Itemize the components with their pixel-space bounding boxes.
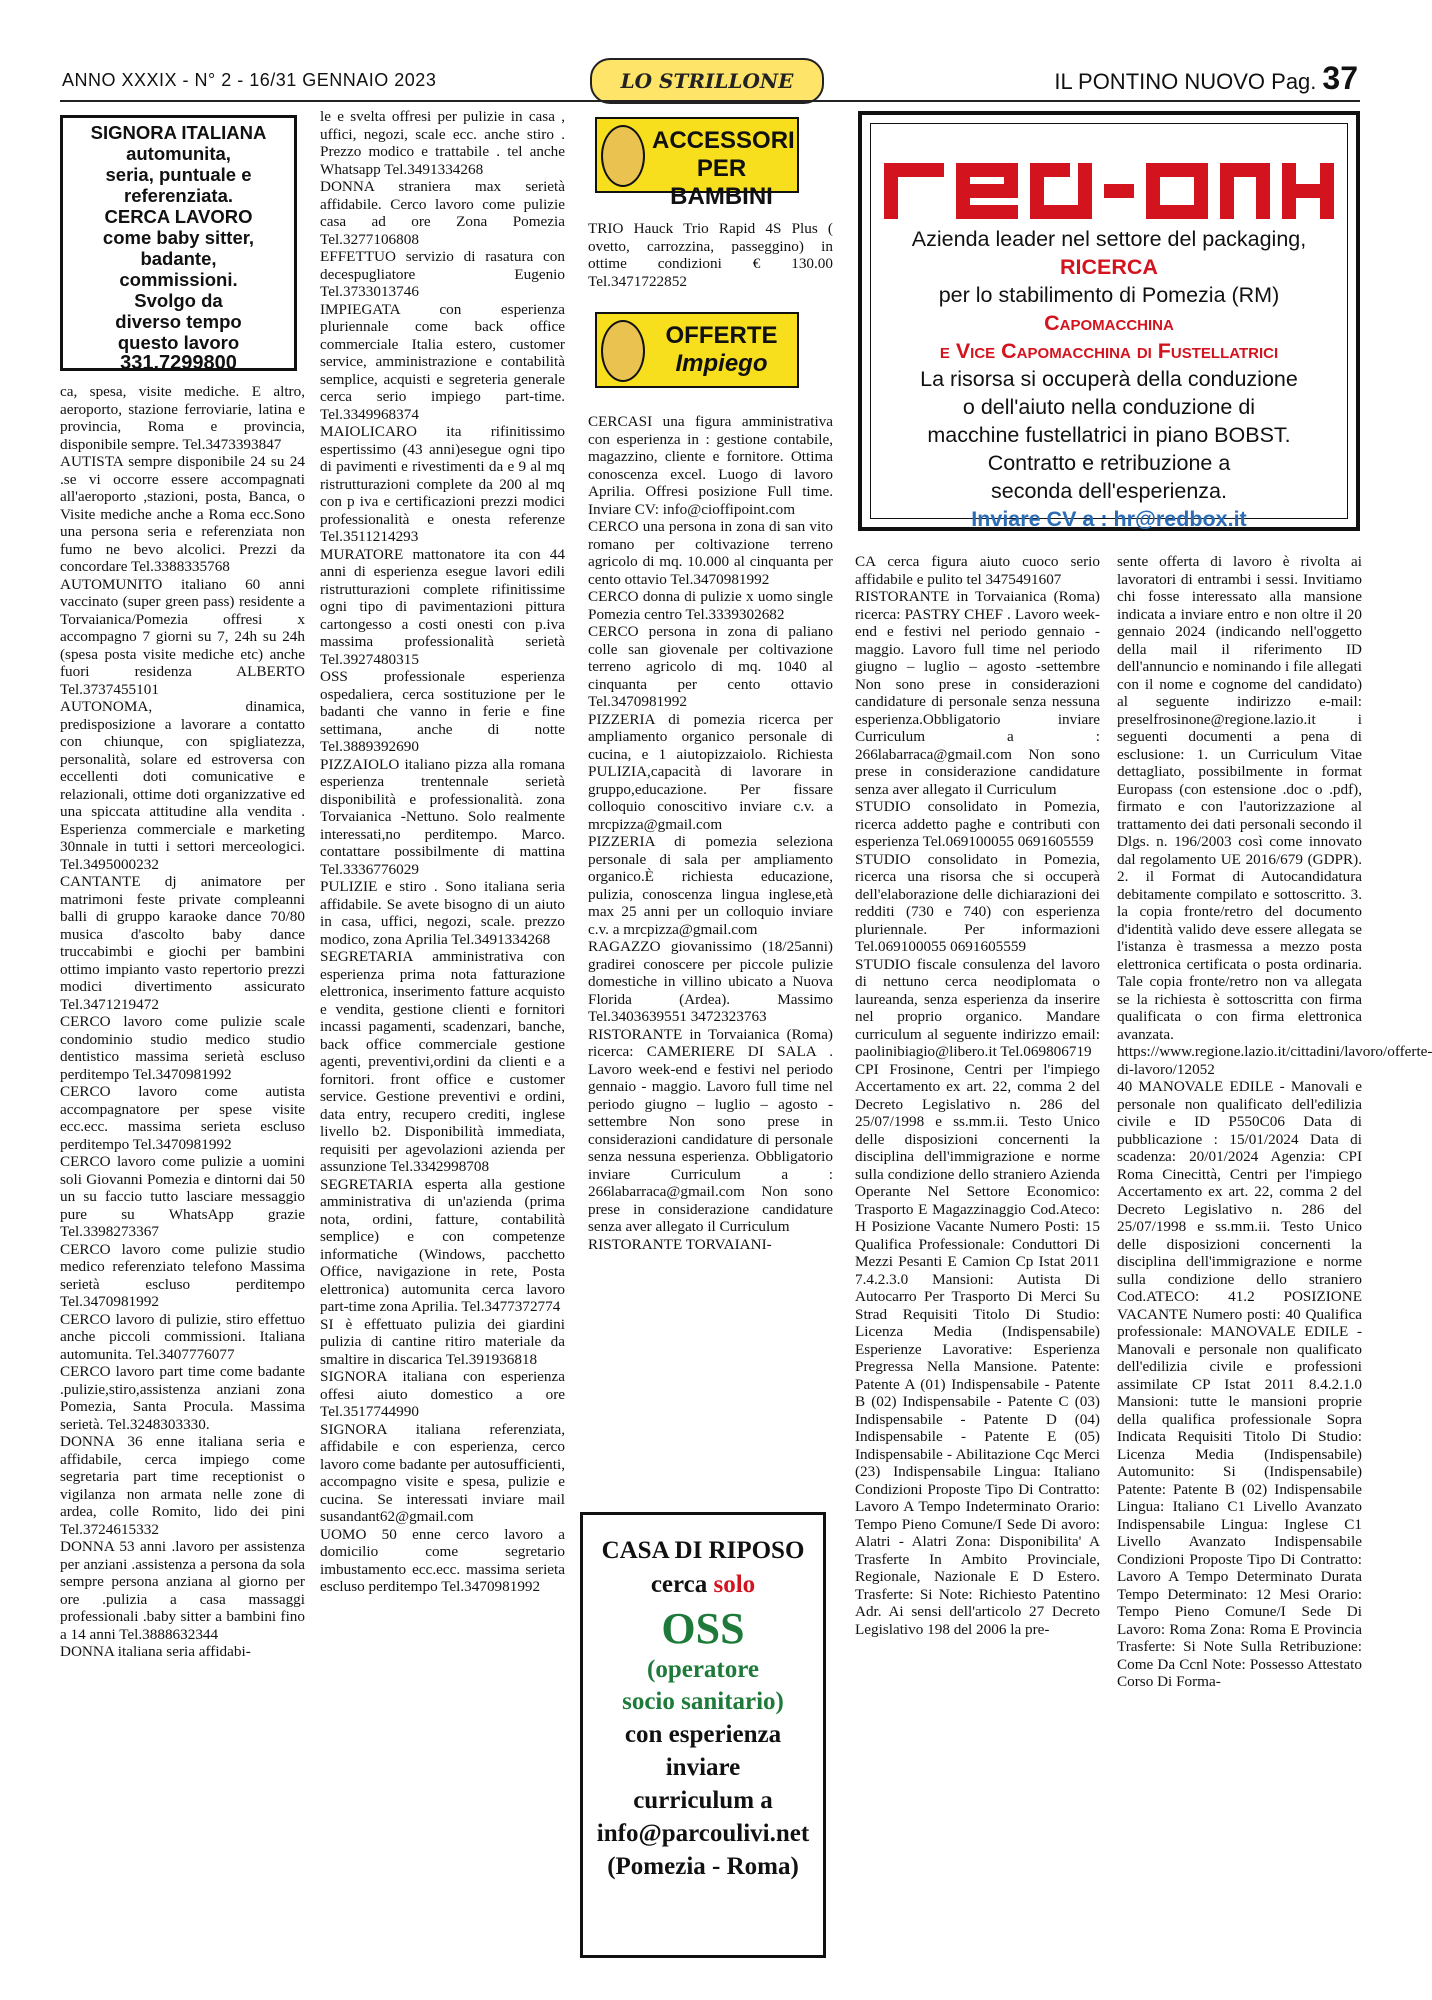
section-title <box>652 322 791 378</box>
mascot-icon <box>601 125 645 187</box>
classified-ad: CERCO donna di pulizie x uomo single Pomezia centro Tel.3339302682 <box>588 588 833 623</box>
section-title-line: PER BAMBINI <box>670 155 773 210</box>
accessori-bambini-header <box>595 117 799 210</box>
ad-line: o dell'aiuto nella conduzione di <box>962 395 1256 419</box>
classified-ad: MAIOLICARO ita rifinitissimo espertissimo (43 anni)esegue ogni tipo di pavimenti e rivestimenti da e 9 al mq ristrutturazioni complete da 200 al mq con p iva e certificazioni prezzi modici professionalità e onesta referenze Tel.3511214293 <box>320 423 565 545</box>
column-2 <box>320 108 565 1963</box>
signbox-line: questo lavoro <box>117 332 240 353</box>
ad-line: RICERCA <box>1060 255 1158 279</box>
classified-ad: IMPIEGATA con esperienza pluriennale come back office commerciale Italia estero, customer service, amministrazione e contabilità semplice, acquisti e segreteria generale cerca serio impiego part-time. Tel.3349968374 <box>320 300 565 423</box>
classified-ad: sente offerta di lavoro è rivolta ai lavoratori di entrambi i sessi. Invitiamo chi fosse interessato alla mansione indicata a inviare entro e non oltre il 20 gennaio 2024 (indicando nell'oggetto della mail il riferimento ID dell'annuncio e nominando i file allegati con il nome e cognome del candidato) al seguente indirizzo e-mail: preselfrosinone@regione.lazio.it i seguenti documenti a pena di esclusione: 1. un Curriculum Vitae dettagliato, possibilmente in format Europass (con estensione .doc o .pdf), firmato e con l'autorizzazione al trattamento dei dati personali secondo il Dlgs. n. 196/2003 così come innovato dal regolamento UE 2016/679 (GDPR). 2. il Format di Autocandidatura debitamente compilato e sottoscritto. 3. la copia fronte/retro del documento d'identità valido deve essere allegata se l'istanza è trasmessa a mezzo posta elettronica certificata o posta ordinaria. Tale copia fronte/retro non va allegata se la richiesta è sottoscritta con firma qualificata o con firma elettronica avanzata. https://www.regione.lazio.it/cittadini/lavoro/offerte-di-lavoro/12052 <box>1117 553 1432 1078</box>
lo-strillone-logo: LO STRILLONE <box>590 58 824 104</box>
classified-ad: AUTOMUNITO italiano 60 anni vaccinato (super green pass) residente a Torvaianica/Pomezia offresi x accompagno 7 giorni su 7, 24h su 24h (spesa posta visite mediche etc) anche fuori residenza ALBERTO Tel.3737455101 <box>60 575 305 698</box>
classified-ad: AUTISTA sempre disponibile 24 su 24 .se vi occorre essere accompagnati all'aeroporto ,stazioni, posta, Banca, o Visite mediche anche a Roma ecc.Sono una persona seria e referenziata non fumo ne bevo alcolici. Prezzi da concordare Tel.3388335768 <box>60 453 305 575</box>
redbox-ad <box>858 111 1360 531</box>
ad-line: (operatore <box>647 1656 759 1683</box>
classified-ad: PIZZAIOLO italiano pizza alla romana esperienza trentennale serietà disponibilità e professionalità. zona Torvaianica -Nettuno. Solo realmente interessati,no perditempo. Marco. contattare possibilmente di mattina Tel.3336776029 <box>320 755 565 878</box>
classified-ad: SIGNORA italiana con esperienza offesi aiuto domestico a ore Tel.3517744990 <box>320 1368 565 1420</box>
ad-word: cerca <box>650 1571 708 1598</box>
classified-ad: STUDIO consolidato in Pomezia, ricerca addetto paghe e contributi con esperienza Tel.069100055 0691605559 <box>855 798 1100 850</box>
ad-line <box>583 1571 823 1599</box>
classified-ad: STUDIO fiscale consulenza del lavoro di nettuno cerca neodiplomata o laureanda, senza esperienza da inserire nel proprio organico. Mandare curriculum al seguente indirizzo email: paolinibiagio@libero.it Tel.069806719 <box>855 955 1100 1060</box>
classified-ad: le e svelta offresi per pulizie in casa , uffici, negozi, scale ecc. anche stiro . Prezzo modico e trattabile . tel anche Whatsapp Tel.3491334268 <box>320 108 565 178</box>
section-title-line: OFFERTE <box>665 322 778 349</box>
signbox-line: seria, puntuale e <box>105 164 252 185</box>
classified-ad: DONNA straniera max serietà affidabile. Cerco lavoro come pulizie casa ad ore Zona Pomezia Tel.3277106808 <box>320 178 565 248</box>
classified-ad: RISTORANTE TORVAIANI- <box>588 1235 772 1253</box>
classified-ad: MURATORE mattonatore ita con 44 anni di esperienza esegue lavori edili ristrutturazioni complete rifinitissime ogni tipo di pavimentazioni pittura cartongesso a costi onesti con p.iva massima professionalità serietà Tel.3927480315 <box>320 545 565 668</box>
signbox-line: Svolgo da <box>134 290 223 311</box>
classified-ad: CERCO lavoro come pulizie scale condominio studio medico studio dentistico massima serietà escluso perditempo Tel.3470981992 <box>60 1013 305 1083</box>
classified-ad: 40 MANOVALE EDILE - Manovali e personale non qualificato dell'edilizia civile e ID P550C06 Data di pubblicazione : 15/01/2024 Data di scadenza: 20/01/2024 Agenzia: CPI Roma Cinecittà, Centri per l'impiego Accertamento ex art. 22, comma 2 del Decreto Legislativo n. 286 del 25/07/1998 e ss.mm.ii. Testo Unico delle disposizioni concernenti la disciplina dell'immigrazione e norme sulla condizione dello straniero Cod.ATECO: 41.2 POSIZIONE VACANTE Numero posti: 40 Qualifica professionale: MANOVALE EDILE - Manovali e personale non qualificato dell'edilizia civile e professioni assimilate CP Istat 2011 8.4.2.1.0 Mansioni: tutte le mansioni proprie della qualifica professionale Sopra Indicata Requisiti Titolo Di Studio: Licenza Media (Indispensabile) Automunito: Si (Indispensabile) Patente: Patente B (02) Indispensabile Lingua: Italiano C1 Livello Avanzato Indispensabile Lingua: Inglese C1 Livello Avanzato Indispensabile Condizioni Proposte Tipo Di Contratto: Lavoro A Tempo Determinato Durata Tempo Determinato: 12 Mesi Orario: Tempo Pieno Comune/I Sede Di Lavoro: Roma Zona: Roma E Provincia Trasferte: Si Note Sulla Retribuzione: Come Da Ccnl Note: Possesso Attestato Corso Di Forma- <box>1117 1078 1362 1690</box>
classified-ad: PIZZERIA di pomezia seleziona personale di sala per ampliamento organico.È richiesta educazione, pulizia, conoscenza lingua inglese,età max 25 anni per un colloquio inviare c.v. a mrcpizza@gmail.com <box>588 833 833 938</box>
column-1 <box>60 383 305 1963</box>
signbox-line: diverso tempo <box>115 311 242 332</box>
ad-line: con esperienza <box>624 1721 782 1748</box>
classified-ad: SEGRETARIA esperta alla gestione amministrativa di un'azienda (prima nota, ordini, fatture, contabilità semplice) e con competenze informatiche (Windows, pacchetto Office, navigazione in rete, Posta elettronica) automunita cerca lavoro part-time zona Aprilia. Tel.3477372774 <box>320 1175 565 1315</box>
signbox-line: automunita, <box>126 143 231 164</box>
classified-ad: CERCO lavoro part time come badante .pulizie,stiro,assistenza anziani zona Pomezia, Santa Procula. Massima serietà. Tel.3248303330. <box>60 1363 305 1433</box>
classified-ad: PULIZIE e stiro . Sono italiana seria affidabile. Se avete bisogno di un aiuto in casa, uffici, negozi, scale. prezzo modico, zona Aprilia Tel.3491334268 <box>320 878 565 948</box>
classified-ad: RAGAZZO giovanissimo (18/25anni) gradirei conoscere per piccole pulizie domestiche in villino ubicato a Nuova Florida (Ardea). Massimo Tel.3403639551 3472323763 <box>588 938 833 1025</box>
column-5 <box>1117 553 1432 1963</box>
ad-line: Contratto e retribuzione a <box>987 451 1231 475</box>
ad-line: (Pomezia - Roma) <box>607 1853 799 1880</box>
classified-ad: EFFETTUO servizio di rasatura con decespugliatore Eugenio Tel.3733013746 <box>320 248 565 300</box>
ad-line: curriculum a <box>633 1787 773 1814</box>
ad-line: seconda dell'esperienza. <box>991 479 1227 503</box>
classified-ad: CPI Frosinone, Centri per l'impiego Accertamento ex art. 22, comma 2 del Decreto Legislativo n. 286 del 25/07/1998 e ss.mm.ii. Testo Unico delle disposizioni concernenti la disciplina dell'immigrazione e norme sulla condizione dello straniero Azienda Operante Nel Settore Economico: Trasporto E Magazzinaggio Cod.Ateco: H Posizione Vacante Numero Posti: 15 Qualifica Professionale: Conduttori Di Mezzi Pesanti E Camion Cp Istat 2011 7.4.2.3.0 Mansioni: Autista Di Autocarro Per Trasporto Di Merci Su Strad Requisiti Titolo Di Studio: Licenza Media (Indispensabile) Esperienze Lavorative: Esperienza Pregressa Nella Mansione. Patente: Patente A (01) Indispensabile - Patente B (02) Indispensabile - Patente C (03) Indispensabile - Patente D (04) Indispensabile - Patente E (05) Indispensabile - Abilitazione Cqc Merci (23) Indispensabile Lingua: Italiano Condizioni Proposte Tipo Di Contratto: Lavoro A Tempo Indeterminato Orario: Tempo Pieno Comune/I Sede Di avoro: Alatri - Alatri Zona: Disponibilita' A Trasferte In Ambito Provinciale, Regionale, Nazionale E D Estero. Trasferte: Si Note: Richiesto Patentino Adr. Ai sensi dell'articolo 27 Decreto Legislativo 198 del 2006 la pre- <box>855 1060 1100 1638</box>
ad-contact-email: info@parcoulivi.net <box>596 1820 810 1847</box>
ad-line: CASA DI RIPOSO <box>601 1537 805 1564</box>
column-3 <box>588 413 833 1498</box>
redbox-logo <box>884 163 1334 219</box>
classified-ad: DONNA italiana seria affidabi- <box>60 1643 251 1660</box>
classified-ad: CERCO lavoro come pulizie a uomini soli Giovanni Pomezia e dintorni dai 50 un su faccio tutto lasciare messaggio pure su WhatsApp grazie Tel.3398273367 <box>60 1153 305 1240</box>
signbox-line: referenziata. <box>124 185 233 206</box>
classified-ad: CERCO persona in zona di paliano colle san giovenale per coltivazione terreno agricolo di mq. 1040 al cinquanta per cento ottavio Tel.3470981992 <box>588 623 833 710</box>
classified-ad: STUDIO consolidato in Pomezia, ricerca una risorsa che si occuperà dell'elaborazione delle dichiarazioni dei redditi (730 e 740) con esperienza pluriennale. Per informazioni Tel.069100055 0691605559 <box>855 850 1100 955</box>
classified-ad: SI è effettuato pulizia dei giardini pulizia di cantine ritiro materiale da smaltire in discarica Tel.391936818 <box>320 1315 565 1368</box>
column-4 <box>855 553 1100 1963</box>
ad-contact-email: Inviare CV a : hr@redbox.it <box>971 507 1247 531</box>
classified-ad: CANTANTE dj animatore per matrimoni feste private compleanni balli di gruppo karaoke dance 70/80 musica d'ascolto baby dance truccabimbi e giochi per bambini ottimo impianto vasto repertorio prezzi modici divertimento assicurato Tel.3471219472 <box>60 873 305 1013</box>
signbox-line: badante, <box>140 248 217 269</box>
header-rule <box>60 100 1360 102</box>
classified-ad: CERCO una persona in zona di san vito romano per coltivazione terreno agricolo di mq. 10.000 al cinquanta per cento ottavio Tel.3470981992 <box>588 518 833 588</box>
classified-ad: CERCO lavoro di pulizie, stiro effettuo anche piccoli commissioni. Italiana automunita. Tel.3407776077 <box>60 1310 305 1363</box>
signbox-line: commissioni. <box>119 269 238 290</box>
ad-word: solo <box>713 1571 756 1598</box>
redbox-ad-text <box>872 225 1346 533</box>
section-title-line: ACCESSORI <box>652 127 795 154</box>
signbox-phone: 331.7299800 <box>120 352 237 374</box>
classified-ad: PIZZERIA di pomezia ricerca per ampliamento organico personale di cucina, e 1 aiutopizzaiolo. Richiesta PULIZIA,capacità di lavorare in gruppo,educazione. Per fissare colloquio conoscitivo inviare c.v. a mrcpizza@gmail.com <box>588 710 833 833</box>
ad-line: e Vice Capomacchina di Fustellatrici <box>939 339 1279 363</box>
ad-line: inviare <box>665 1754 741 1781</box>
section-title <box>652 127 795 211</box>
classified-ad: OSS professionale esperienza ospedaliera, cerca sostituzione per le badanti che vanno in ferie e fine settimana, anche di notte Tel.3889392690 <box>320 668 565 755</box>
signbox-line: SIGNORA ITALIANA <box>90 122 267 143</box>
classified-ad: CA cerca figura aiuto cuoco serio affidabile e pulito tel 3475491607 <box>855 553 1100 588</box>
ad-line: per lo stabilimento di Pomezia (RM) <box>938 283 1280 307</box>
classified-ad: RISTORANTE in Torvaianica (Roma) ricerca: PASTRY CHEF . Lavoro week-end e festivi nel periodo gennaio - maggio. Lavoro full time nel periodo giugno – luglio – agosto -settembre Non sono prese in considerazioni candidature di personale senza nessuna esperienza.Obbligatorio inviare Curriculum a : 266labarraca@gmail.com Non sono prese in considerazione candidature senza aver allegato il Curriculum <box>855 588 1100 798</box>
issue-info: ANNO XXXIX - N° 2 - 16/31 GENNAIO 2023 <box>62 70 437 90</box>
casa-di-riposo-ad <box>580 1512 826 1958</box>
classified-ad: UOMO 50 enne cerco lavoro a domicilio come segretario imbustamento ecc.ecc. massima serieta escluso perditempo Tel.3470981992 <box>320 1525 565 1595</box>
ad-line: socio sanitario) <box>622 1688 784 1715</box>
column-3-top <box>588 220 833 300</box>
classified-ad: SEGRETARIA amministrativa con esperienza prima nota fatturazione elettronica, inserimento fatture acquisto e vendita, gestione clienti e fornitori incassi pagamenti, scadenzari, banche, back office commerciale gestione agenti, preventivi,ordini da clienti e a fornitori. front office e customer service. Gestione preventivi e ordini, data entry, recupero crediti, inglese livello b2. Disponibilità immediata, requisiti per agevolazioni azienda per assunzione Tel.3342998708 <box>320 948 565 1175</box>
classified-ad: CERCO lavoro come autista accompagnatore per spese visite ecc.ecc. massima serieta escluso perditempo Tel.3470981992 <box>60 1083 305 1153</box>
classified-ad: TRIO Hauck Trio Rapid 4S Plus ( ovetto, carrozzina, passeggino) in ottime condizioni € 130.00 Tel.3471722852 <box>588 220 833 290</box>
classified-ad: DONNA 53 anni .lavoro per assistenza per anziani .assistenza a persona da sola sempre persona anziana al giorno per ore .pulizia a casa massaggi professionali .baby sitter a bambini fino a 14 anni Tel.3888632344 <box>60 1538 305 1643</box>
newspaper-name: IL PONTINO NUOVO Pag. <box>1054 69 1317 94</box>
signbox-line: CERCA LAVORO <box>104 206 253 227</box>
offerte-impiego-header <box>595 312 799 388</box>
ad-line: Azienda leader nel settore del packaging, <box>911 227 1307 251</box>
ad-line: OSS <box>661 1604 745 1653</box>
classified-ad: AUTONOMA, dinamica, predisposizione a lavorare a contatto con chiunque, con spigliatezza, personalità, solare ed estroversa con eccellenti doti comunicative e relazionali, ottime doti organizzative ed una spiccata attitudine alla vendita . Esperienza commerciale e marketing 30nnale in tutti i settori merceologici. Tel.3495000232 <box>60 698 305 873</box>
ad-line: macchine fustellatrici in piano BOBST. <box>927 423 1291 447</box>
page-info <box>1054 60 1358 97</box>
ad-line: Capomacchina <box>1044 311 1174 335</box>
classified-ad: DONNA 36 enne italiana seria e affidabile, cerca impiego come segretaria part time receptionist o vigilanza non armata nelle zone di ardea, colle Romito, lido dei pini Tel.3724615332 <box>60 1433 305 1538</box>
classified-ad: RISTORANTE in Torvaianica (Roma) ricerca: CAMERIERE DI SALA . Lavoro week-end e festivi nel periodo gennaio - maggio. Lavoro full time nel periodo giugno – luglio – agosto -settembre Non sono prese in considerazioni candidature di personale senza nessuna esperienza. Obbligatorio inviare Curriculum a : 266labarraca@gmail.com Non sono prese in considerazione candidature senza aver allegato il Curriculum <box>588 1025 833 1235</box>
classified-ad: CERCASI una figura amministrativa con esperienza in : gestione contabile, magazzino, cliente e fornitore. Ottima conoscenza excel. Luogo di lavoro Aprilia. Offresi posizione Full time. Inviare CV: info@cioffipoint.com <box>588 413 833 518</box>
classified-ad: CERCO lavoro come pulizie studio medico referenziato telefono Massima serietà escluso perditempo Tel.3470981992 <box>60 1240 305 1310</box>
classified-ad: ca, spesa, visite mediche. E altro, aeroporto, stazione ferroviarie, latina e provincia, Roma e provincia, disponibile sempre. Tel.3473393847 <box>60 383 305 453</box>
classified-ad: SIGNORA italiana referenziata, affidabile e con esperienza, cerco lavoro come badante per autosufficienti, accompagno visite e spesa, pulizie e cucina. Se interessati inviare mail susandant62@gmail.com <box>320 1420 565 1525</box>
mascot-icon <box>601 320 645 382</box>
signora-italiana-ad-box <box>60 115 297 374</box>
page-header <box>0 0 1420 100</box>
ad-line: La risorsa si occuperà della conduzione <box>920 367 1298 391</box>
section-title-line: Impiego <box>675 350 768 377</box>
page-number: 37 <box>1322 60 1358 96</box>
signbox-line: come baby sitter, <box>102 227 255 248</box>
